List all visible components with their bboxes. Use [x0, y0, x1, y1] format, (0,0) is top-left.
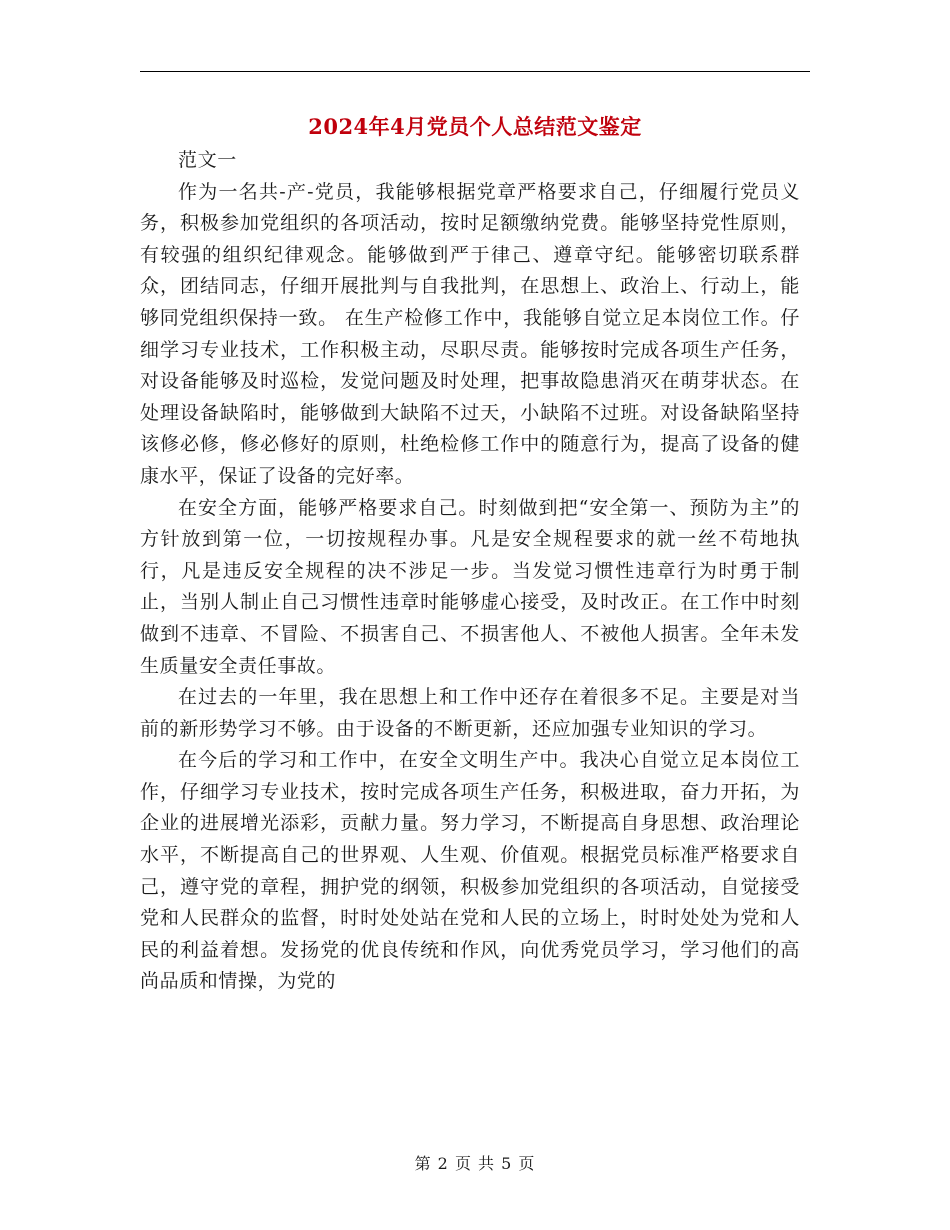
section-label: 范文一	[178, 149, 237, 171]
document-title: 2024年4月党员个人总结范文鉴定	[308, 114, 642, 139]
page-number-footer: 第 2 页 共 5 页	[414, 1154, 536, 1173]
paragraph-safety: 在安全方面，能够严格要求自己。时刻做到把“安全第一、预防为主”的方针放到第一位，一切按规程办事。凡是安全规程要求的就一丝不苟地执行，凡是违反安全规程的决不涉足一步。当发觉习惯性违章行为时勇于制止，当别人制止自己习惯性违章时能够虚心接受，及时改正。在工作中时刻做到不违章、不冒险、不损害自己、不损害他人、不被他人损害。全年未发生质量安全责任事故。	[140, 496, 800, 677]
paragraph-shortcomings: 在过去的一年里，我在思想上和工作中还存在着很多不足。主要是对当前的新形势学习不够。由于设备的不断更新，还应加强专业知识的学习。	[140, 686, 800, 740]
paragraph-future-plans: 在今后的学习和工作中，在安全文明生产中。我决心自觉立足本岗位工作，仔细学习专业技术，按时完成各项生产任务，积极进取，奋力开拓，为企业的进展增光添彩，贡献力量。努力学习，不断提高自身思想、政治理论水平，不断提高自己的世界观、人生观、价值观。根据党员标准严格要求自己，遵守党的章程，拥护党的纲领，积极参加党组织的各项活动，自觉接受党和人民群众的监督，时时处处站在党和人民的立场上，时时处处为党和人民的利益着想。发扬党的优良传统和作风，向优秀党员学习，学习他们的高尚品质和情操，为党的	[140, 749, 800, 993]
header-rule	[140, 71, 810, 72]
document-body	[140, 145, 800, 998]
paragraph-duty: 作为一名共-产-党员，我能够根据党章严格要求自己，仔细履行党员义务，积极参加党组织的各项活动，按时足额缴纳党费。能够坚持党性原则，有较强的组织纪律观念。能够做到严于律己、遵章守纪。能够密切联系群众，团结同志，仔细开展批判与自我批判，在思想上、政治上、行动上，能够同党组织保持一致。 在生产检修工作中，我能够自觉立足本岗位工作。仔细学习专业技术，工作积极主动，尽职尽责。能够按时完成各项生产任务，对设备能够及时巡检，发觉问题及时处理，把事故隐患消灭在萌芽状态。在处理设备缺陷时，能够做到大缺陷不过天，小缺陷不过班。对设备缺陷坚持该修必修，修必修好的原则，杜绝检修工作中的随意行为，提高了设备的健康水平，保证了设备的完好率。	[140, 180, 800, 487]
